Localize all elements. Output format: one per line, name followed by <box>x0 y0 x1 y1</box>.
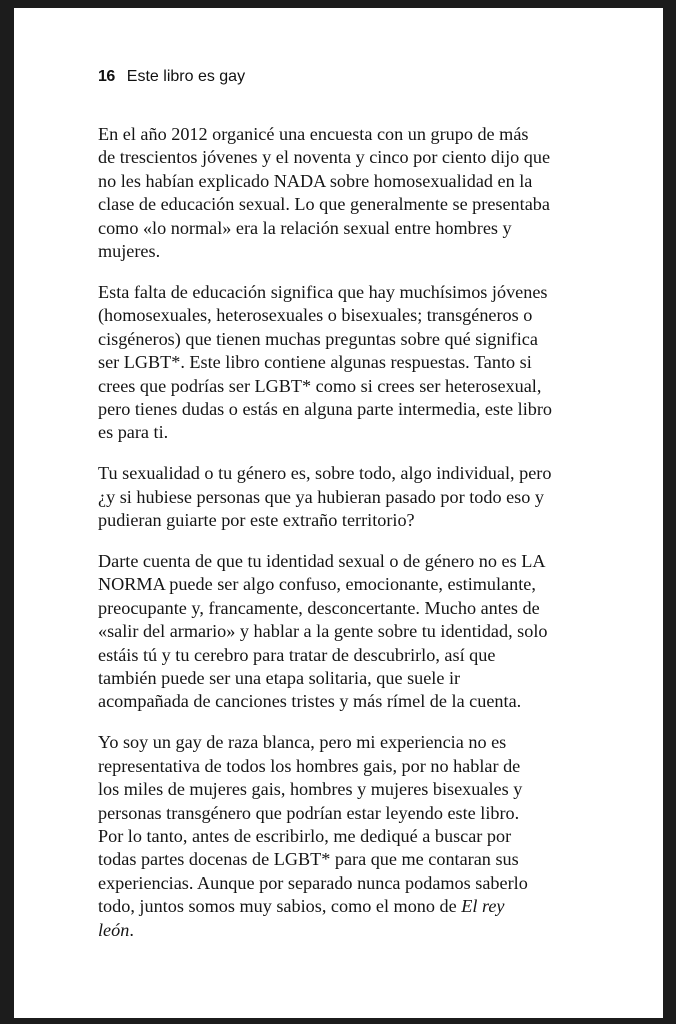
text-line: de trescientos jóvenes y el noventa y cinco por ciento dijo que <box>98 147 551 168</box>
text-line: no les habían explicado NADA sobre homosexualidad en la <box>98 170 533 191</box>
text-line: también puede ser una etapa solitaria, que suele ir <box>98 668 461 689</box>
text-line: (homosexuales, heterosexuales o bisexuales; transgéneros o <box>98 305 533 326</box>
text-line: preocupante y, francamente, desconcertante. Mucho antes de <box>98 597 540 618</box>
paragraph-5 <box>98 731 598 942</box>
paragraph-3 <box>98 462 598 532</box>
text-line: es para ti. <box>98 422 169 443</box>
text-line: los miles de mujeres gais, hombres y mujeres bisexuales y <box>98 779 523 800</box>
text-line: Tu sexualidad o tu género es, sobre todo, algo individual, pero <box>98 463 552 484</box>
text-line: cisgéneros) que tienen muchas preguntas sobre qué significa <box>98 328 538 349</box>
text-line: Por lo tanto, antes de escribirlo, me dediqué a buscar por <box>98 825 512 846</box>
text-line: Darte cuenta de que tu identidad sexual o de género no es LA <box>98 551 546 571</box>
text-line: personas transgénero que podrían estar leyendo este libro. <box>98 802 520 823</box>
text-line: clase de educación sexual. Lo que generalmente se presentaba <box>98 194 550 215</box>
running-header <box>98 68 245 86</box>
text-line: pudieran guiarte por este extraño territorio? <box>98 510 415 531</box>
text-fragment: . <box>129 919 134 940</box>
text-line: acompañada de canciones tristes y más rímel de la cuenta. <box>98 691 522 712</box>
text-line: «salir del armario» y hablar a la gente sobre tu identidad, solo <box>98 621 548 642</box>
text-line: todas partes docenas de LGBT* para que me contaran sus <box>98 849 519 870</box>
text-line: crees que podrías ser LGBT* como si crees ser heterosexual, <box>98 375 542 396</box>
text-line: como «lo normal» era la relación sexual entre hombres y <box>98 217 512 238</box>
italic-title-fragment: león <box>98 919 130 940</box>
page-number: 16 <box>98 68 115 85</box>
text-line: Yo soy un gay de raza blanca, pero mi experiencia no es <box>98 732 507 753</box>
text-line: experiencias. Aunque por separado nunca podamos saberlo <box>98 872 528 893</box>
book-title: Este libro es gay <box>126 68 246 85</box>
text-line <box>98 919 598 942</box>
text-line: En el año 2012 organicé una encuesta con un grupo de más <box>98 124 529 144</box>
text-fragment: todo, juntos somos muy sabios, como el mono de <box>98 896 462 917</box>
paragraph-2 <box>98 281 598 445</box>
text-line: ¿y si hubiese personas que ya hubieran pasado por todo eso y <box>98 486 544 507</box>
text-line <box>98 895 598 918</box>
text-line: pero tienes dudas o estás en alguna parte intermedia, este libro <box>98 398 553 419</box>
text-line: estáis tú y tu cerebro para tratar de descubrirlo, así que <box>98 644 496 665</box>
paragraph-4 <box>98 550 598 714</box>
paragraph-1 <box>98 123 598 263</box>
body-text <box>98 123 598 960</box>
text-line: ser LGBT*. Este libro contiene algunas respuestas. Tanto si <box>98 352 532 373</box>
text-line: Esta falta de educación significa que hay muchísimos jóvenes <box>98 281 548 302</box>
text-line: NORMA puede ser algo confuso, emocionante, estimulante, <box>98 574 536 595</box>
text-line: representativa de todos los hombres gais, por no hablar de <box>98 755 521 776</box>
text-line: mujeres. <box>98 241 161 262</box>
book-page <box>14 8 663 1018</box>
italic-title-fragment: El rey <box>461 896 505 917</box>
